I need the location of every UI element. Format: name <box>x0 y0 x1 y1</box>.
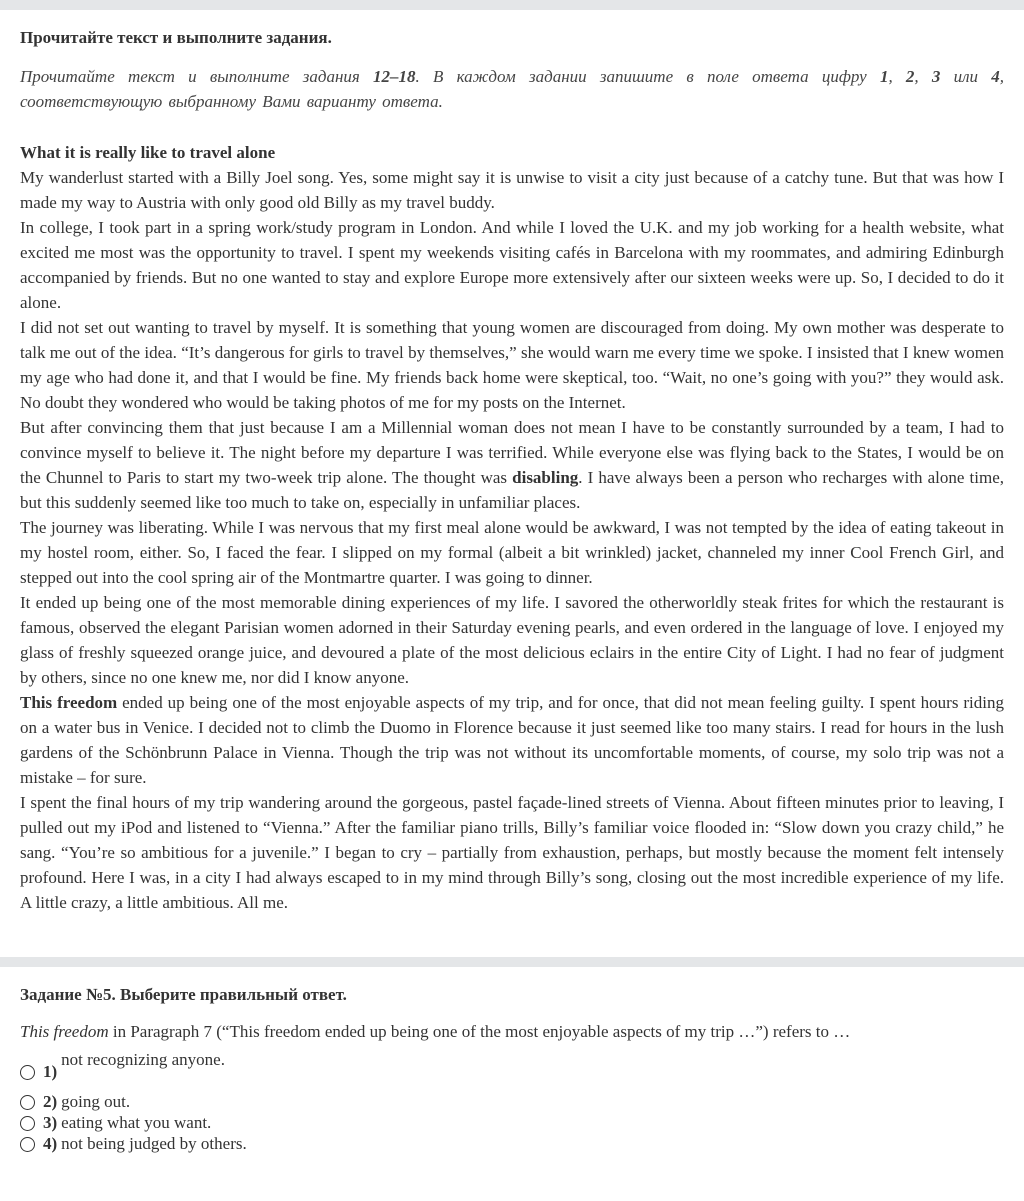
top-divider <box>0 0 1024 10</box>
question-text: This freedom in Paragraph 7 (“This freedom ended up being one of the most enjoyable aspects of my trip …”) refers to … <box>20 1022 851 1041</box>
answer-options <box>20 1051 1004 1154</box>
article-paragraph-7: This freedom ended up being one of the most enjoyable aspects of my trip, and for once, that did not mean feeling guilty. I spent hours riding on a water bus in Venice. I decided not to climb the Duomo in Florence because it just seemed like too many stairs. I read for hours in the lush gardens of the Schönbrunn Palace in Vienna. Though the trip was not without its uncomfortable moments, of course, my solo trip was not a mistake – for sure. <box>20 693 1004 787</box>
answer-option-4[interactable]: 4) not being judged by others. <box>20 1133 1004 1154</box>
keyword-this-freedom: This freedom <box>20 693 118 712</box>
answer-option-3[interactable]: 3) eating what you want. <box>20 1112 1004 1133</box>
question-section <box>0 985 1024 1154</box>
answer-option-2[interactable]: 2) going out. <box>20 1091 1004 1112</box>
article-paragraph-8: I spent the final hours of my trip wandering around the gorgeous, pastel façade-lined streets of Vienna. About fifteen minutes prior to leaving, I pulled out my iPod and listened to “Vienna.” After the familiar piano trills, Billy’s familiar voice flooded in: “Slow down you crazy child,” he sang. “You’re so ambitious for a juvenile.” I began to cry – partially from exhaustion, perhaps, but mostly because the moment felt intensely profound. Here I was, in a city I had always escaped to in my mind through Billy’s song, closing out the most incredible experience of my life. A little crazy, a little ambitious. All me. <box>20 793 1004 912</box>
article-paragraph-2: In college, I took part in a spring work/study program in London. And while I loved the U.K. and my job working for a health website, what excited me most was the opportunity to travel. I spent my weekends visiting cafés in Barcelona with my roommates, and admiring Edinburgh accompanied by friends. But no one wanted to stay and explore Europe more extensively after our sixteen weeks were up. So, I decided to do it alone. <box>20 218 1004 312</box>
keyword-disabling: disabling <box>512 468 579 487</box>
article-paragraph-3: I did not set out wanting to travel by myself. It is something that young women are discouraged from doing. My own mother was desperate to talk me out of the idea. “It’s dangerous for girls to travel by themselves,” she would warn me every time we spoke. I insisted that I knew women my age who had done it, and that I would be fine. My friends back home were skeptical, too. “Wait, no one’s going with you?” they would ask. No doubt they wondered who would be taking photos of me for my posts on the Internet. <box>20 318 1004 412</box>
answer-option-1[interactable]: 1) not recognizing anyone. <box>20 1051 1004 1091</box>
task-heading: Прочитайте текст и выполните задания. <box>20 28 332 47</box>
article-title: What it is really like to travel alone <box>20 143 276 162</box>
article-paragraph-6: It ended up being one of the most memorable dining experiences of my life. I savored the otherworldly steak frites for which the restaurant is famous, observed the elegant Parisian women adorned in their Saturday evening pearls, and even ordered in the language of love. I enjoyed my glass of freshly squeezed orange juice, and devoured a plate of the most delicious eclairs in the entire City of Light. I had no fear of judgment by others, since no one knew me, nor did I know anyone. <box>20 593 1004 687</box>
article-paragraph-4: But after convincing them that just because I am a Millennial woman does not mean I have to be constantly surrounded by a team, I had to convince myself to believe it. The night before my departure I was terrified. While everyone else was flying back to the States, I would be on the Chunnel to Paris to start my two-week trip alone. The thought was disabling. I have always been a person who recharges with alone time, but this suddenly seemed like too much to take on, especially in unfamiliar places. <box>20 418 1004 512</box>
article-paragraph-5: The journey was liberating. While I was nervous that my first meal alone would be awkward, I was not tempted by the idea of eating takeout in my hostel room, either. So, I faced the fear. I slipped on my formal (albeit a bit wrinkled) jacket, channeled my inner Cool French Girl, and stepped out into the cool spring air of the Montmartre quarter. I was going to dinner. <box>20 518 1004 587</box>
radio-button-icon[interactable] <box>20 1137 35 1152</box>
radio-button-icon[interactable] <box>20 1116 35 1131</box>
question-heading: Задание №5. Выберите правильный ответ. <box>20 985 347 1004</box>
instruction-text: Прочитайте текст и выполните задания 12–18. В каждом задании запишите в поле ответа цифру 1, 2, 3 или 4, соответствующую выбранному Вами варианту ответа. <box>20 67 1005 111</box>
reading-section <box>0 28 1024 915</box>
section-divider <box>0 957 1024 967</box>
radio-button-icon[interactable] <box>20 1095 35 1110</box>
radio-button-icon[interactable] <box>20 1065 35 1080</box>
article-paragraph-1: My wanderlust started with a Billy Joel song. Yes, some might say it is unwise to visit a city just because of a catchy tune. But that was how I made my way to Austria with only good old Billy as my travel buddy. <box>20 168 1004 212</box>
